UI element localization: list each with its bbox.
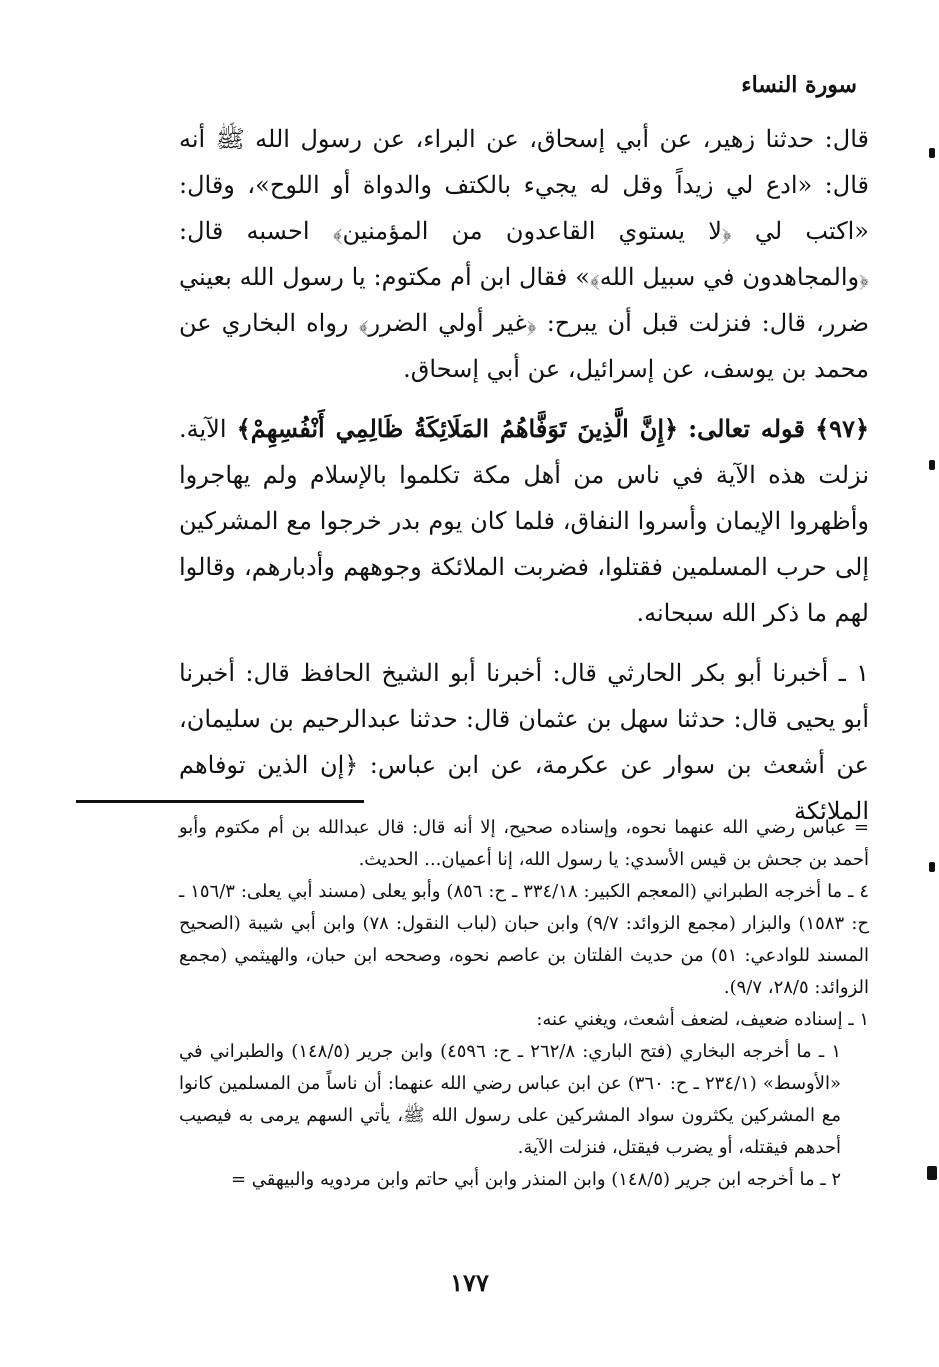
footnote: = عباس رضي الله عنهما نحوه، وإسناده صحيح، إلا أنه قال: قال عبدالله بن أم مكتوم وأبو أحمد بن جحش بن قيس الأسدي: يا رسول الله، إنا أعميان... الحديث. (179, 817, 869, 870)
footnote: ١ ـ ما أخرجه البخاري (فتح الباري: ٢٦٢/٨ ـ ح: ٤٥٩٦) وابن جرير (١٤٨/٥) والطبراني في «الأوسط» (٢٣٤/١ ـ ح: ٣٦٠) عن ابن عباس رضي الله عنهما: أن ناساً من المسلمين كانوا مع المشركين يكثرون سواد المشركين على رسول الله ﷺ، يأتي السهم يرمى به فيصيب أحدهم فيقتله، أو يضرب فيقتل، فنزلت الآية. (179, 1041, 841, 1158)
scan-edge-mark (929, 460, 935, 470)
paragraph-isnad: ١ ـ أخبرنا أبو بكر الحارثي قال: أخبرنا أبو الشيخ الحافظ قال: أخبرنا أبو يحيى قال: حدثنا سهل بن عثمان قال: حدثنا عبدالرحيم بن سليمان، عن أشعث بن سوار عن عكرمة، عن ابن عباس: ﴿إن الذين توفاهم الملائكة (179, 659, 869, 825)
footnotes (179, 812, 869, 1196)
verse-number: ﴿٩٧﴾ (815, 414, 870, 443)
verse-commentary: الآية. نزلت هذه الآية في ناس من أهل مكة تكلموا بالإسلام ولم يهاجروا وأظهروا الإيمان وأسروا النفاق، فلما كان يوم بدر خرجوا مع المشركين إلى حرب المسلمين فقتلوا، فضربت الملائكة وجوههم وأدبارهم، وقالوا لهم ما ذكر الله سبحانه. (179, 415, 869, 627)
running-header: سورة النساء (741, 72, 857, 98)
scan-edge-mark (929, 862, 935, 872)
footnote: ١ ـ إسناده ضعيف، لضعف أشعث، ويغني عنه: (536, 1009, 869, 1030)
footnote: ٢ ـ ما أخرجه ابن جرير (١٤٨/٥) وابن المنذر وابن أبي حاتم وابن مردويه والبيهقي = (230, 1169, 841, 1190)
verse-intro: قوله تعالى: (688, 414, 805, 443)
main-text (179, 116, 869, 834)
paragraph-gap (179, 636, 869, 650)
verse-quote: ﴿إِنَّ الَّذِينَ تَوَفَّاهُمُ المَلَائِكَةُ ظَالِمِي أَنْفُسِهِمْ﴾ (236, 414, 679, 443)
paragraph-gap (179, 392, 869, 406)
footnote: ٤ ـ ما أخرجه الطبراني (المعجم الكبير: ٣٣٤/١٨ ـ ح: ٨٥٦) وأبو يعلى (مسند أبي يعلى: ١٥٦/٣ ـ ح: ١٥٨٣) والبزار (مجمع الزوائد: ٩/٧) وابن حبان (لباب النقول: ٧٨) وابن أبي شيبة (الصحيح المسند للوادعي: ٥١) من حديث الفلتان بن عاصم نحوه، وصححه ابن حبان، والهيثمي (مجمع الزوائد: ٢٨/٥، ٩/٧). (179, 881, 870, 998)
page-number: ١٧٧ (450, 1268, 489, 1297)
scan-edge-mark (929, 148, 935, 158)
footnote-separator (76, 800, 364, 803)
paragraph-hadith-continuation: قال: حدثنا زهير، عن أبي إسحاق، عن البراء، عن رسول الله ﷺ أنه قال: «ادع لي زيداً وقل له يجيء بالكتف والدواة أو اللوح»، وقال: «اكتب لي ﴿لا يستوي القاعدون من المؤمنين﴾ احسبه قال: ﴿والمجاهدون في سبيل الله﴾» فقال ابن أم مكتوم: يا رسول الله بعيني ضرر، قال: فنزلت قبل أن يبرح: ﴿غير أولي الضرر﴾ رواه البخاري عن محمد بن يوسف، عن إسرائيل، عن أبي إسحاق. (179, 125, 869, 383)
paragraph-verse-commentary (179, 406, 869, 636)
scan-edge-mark (927, 1166, 937, 1180)
